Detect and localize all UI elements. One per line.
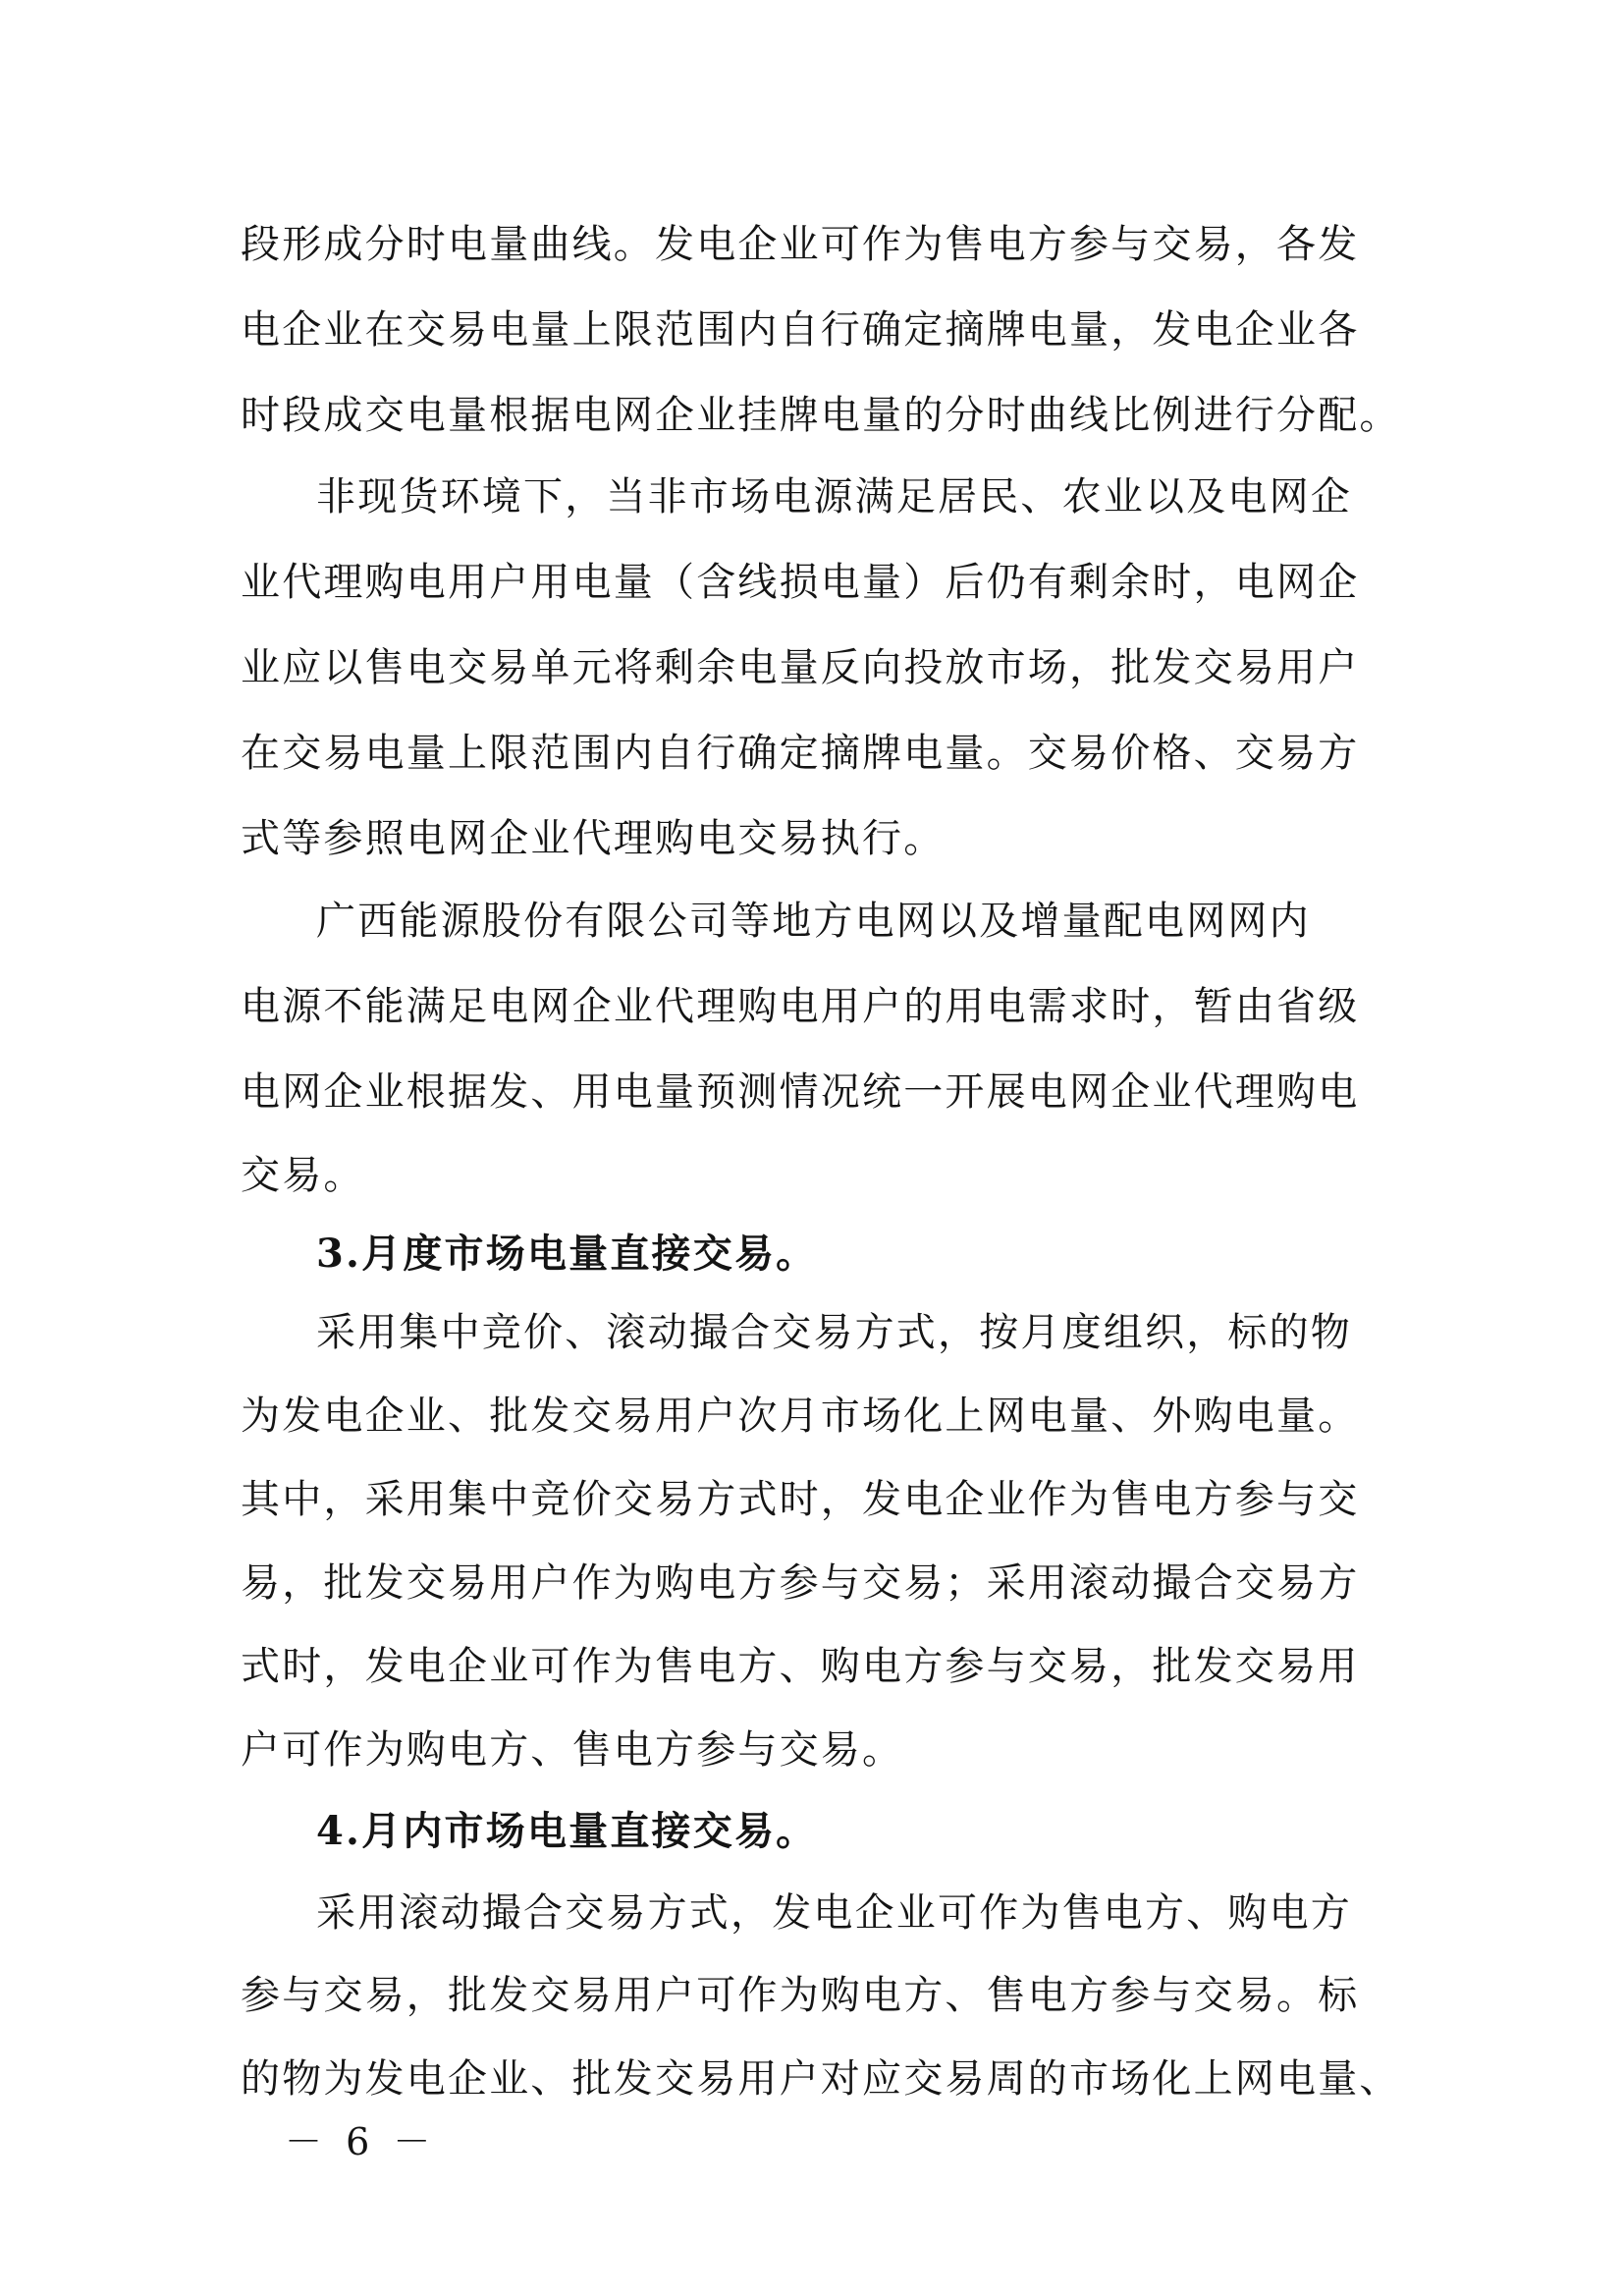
text-line: 易，批发交易用户作为购电方参与交易；采用滚动撮合交易方 [241,1560,1360,1606]
text-line: 其中，采用集中竞价交易方式时，发电企业作为售电方参与交 [241,1477,1360,1522]
text-line: 业代理购电用户用电量（含线损电量）后仍有剩余时，电网企 [241,560,1360,605]
text-line: 业应以售电交易单元将剩余电量反向投放市场，批发交易用户 [241,645,1360,690]
text-line: 在交易电量上限范围内自行确定摘牌电量。交易价格、交易方 [241,731,1360,776]
text-line: 参与交易，批发交易用户可作为购电方、售电方参与交易。标 [241,1973,1360,2018]
text-line: 电源不能满足电网企业代理购电用户的用电需求时，暂由省级 [241,984,1360,1029]
text-line: 采用滚动撮合交易方式，发电企业可作为售电方、购电方 [316,1890,1352,1936]
text-line: 非现货环境下，当非市场电源满足居民、农业以及电网企 [316,474,1352,519]
text-line: 式等参照电网企业代理购电交易执行。 [241,816,946,861]
text-line: 户可作为购电方、售电方参与交易。 [241,1727,904,1773]
text-line: 采用集中竞价、滚动撮合交易方式，按月度组织，标的物 [316,1310,1352,1355]
page-number: － 6 － [285,2120,437,2163]
text-line: 电网企业根据发、用电量预测情况统一开展电网企业代理购电 [241,1069,1360,1115]
section-heading: 4.月内市场电量直接交易。 [316,1808,818,1854]
text-line: 广西能源股份有限公司等地方电网以及增量配电网网内 [316,899,1311,944]
text-line: 段形成分时电量曲线。发电企业可作为售电方参与交易，各发 [241,222,1360,267]
text-line: 式时，发电企业可作为售电方、购电方参与交易，批发交易用 [241,1644,1360,1689]
text-line: 电企业在交易电量上限范围内自行确定摘牌电量，发电企业各 [241,307,1360,353]
text-line: 为发电企业、批发交易用户次月市场化上网电量、外购电量。 [241,1394,1360,1439]
text-line: 的物为发电企业、批发交易用户对应交易周的市场化上网电量、 [241,2056,1401,2102]
text-line: 交易。 [241,1153,365,1198]
text-line: 时段成交电量根据电网企业挂牌电量的分时曲线比例进行分配。 [241,393,1401,438]
section-heading: 3.月度市场电量直接交易。 [316,1230,818,1277]
